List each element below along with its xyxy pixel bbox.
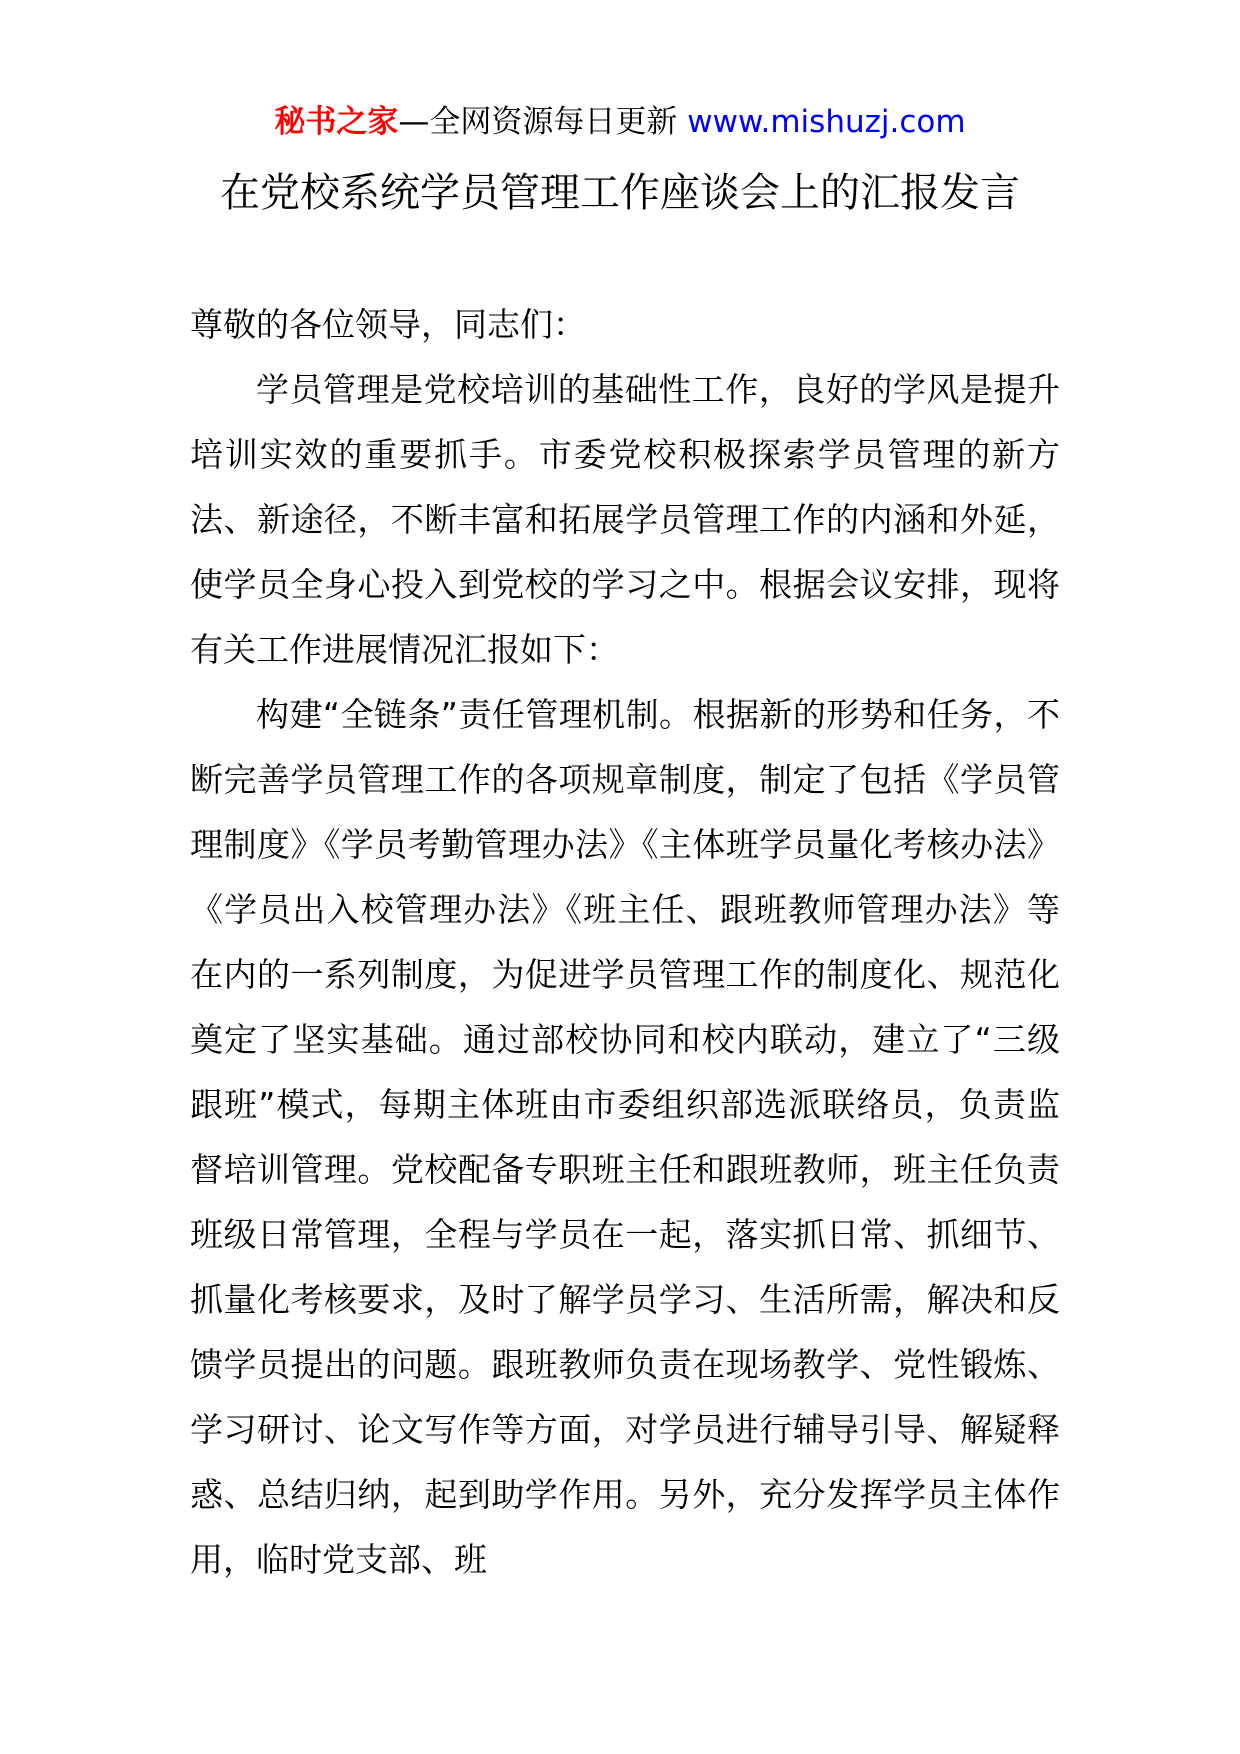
salutation: 尊敬的各位领导，同志们： — [190, 305, 586, 344]
site-header — [0, 100, 1240, 144]
paragraph-mechanism: 构建“全链条”责任管理机制。根据新的形势和任务，不断完善学员管理工作的各项规章制度，制定了包括《学员管理制度》《学员考勤管理办法》《主体班学员量化考核办法》《学员出入校管理办法》《班主任、跟班教师管理办法》等在内的一系列制度，为促进学员管理工作的制度化、规范化奠定了坚实基础。通过部校协同和校内联动，建立了“三级跟班”模式，每期主体班由市委组织部选派联络员，负责监督培训管理。党校配备专职班主任和跟班教师，班主任负责班级日常管理，全程与学员在一起，落实抓日常、抓细节、抓量化考核要求，及时了解学员学习、生活所需，解决和反馈学员提出的问题。跟班教师负责在现场教学、党性锻炼、学习研讨、论文写作等方面，对学员进行辅导引导、解疑释惑、总结归纳，起到助学作用。另外，充分发挥学员主体作用，临时党支部、班 — [190, 695, 1060, 1579]
document-title: 在党校系统学员管理工作座谈会上的汇报发言 — [220, 170, 1020, 216]
document-body — [190, 292, 1060, 1592]
paragraph-intro: 学员管理是党校培训的基础性工作，良好的学风是提升培训实效的重要抓手。市委党校积极探索学员管理的新方法、新途径，不断丰富和拓展学员管理工作的内涵和外延，使学员全身心投入到党校的学习之中。根据会议安排，现将有关工作进展情况汇报如下： — [190, 370, 1060, 669]
header-tagline: —全网资源每日更新 — [398, 104, 678, 140]
site-url-link[interactable]: www.mishuzj.com — [687, 104, 966, 140]
brand-name: 秘书之家 — [274, 104, 399, 140]
